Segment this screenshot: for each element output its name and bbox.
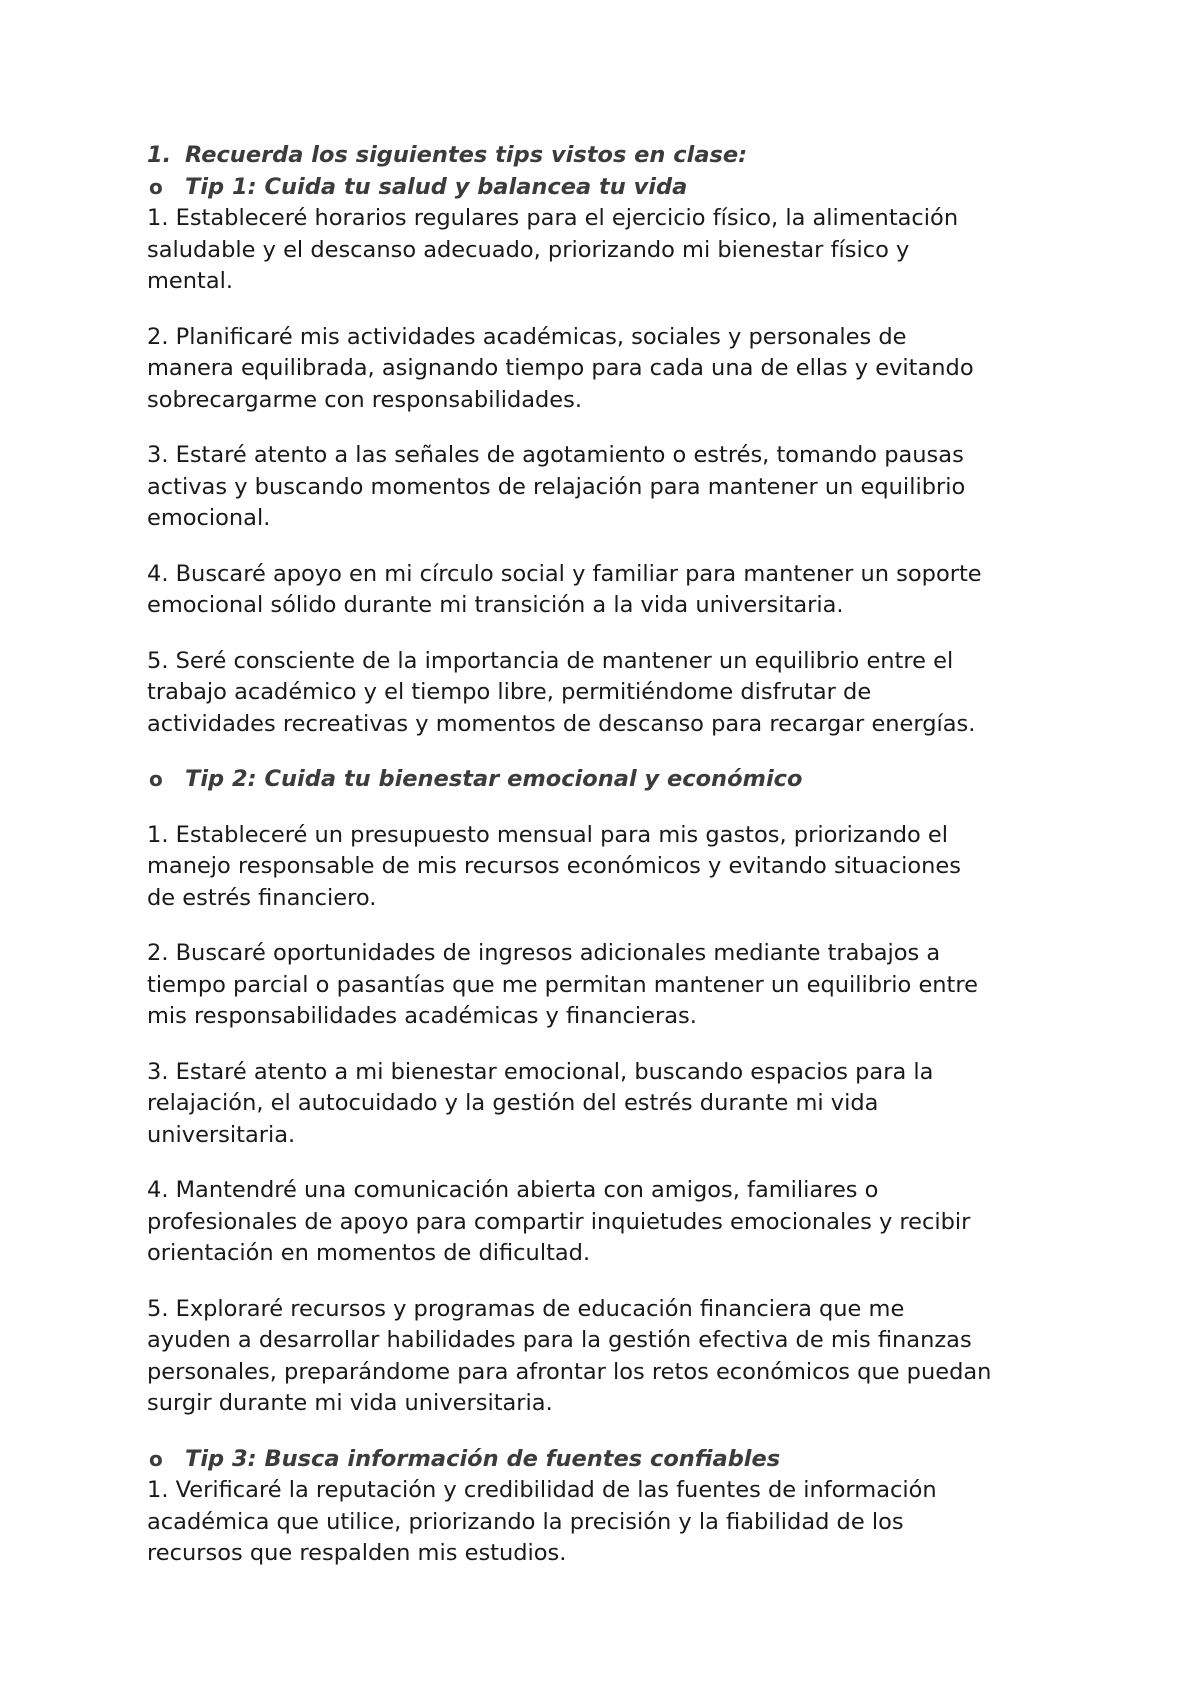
tip-2-item-1: 1. Estableceré un presupuesto mensual para mis gastos, priorizando el manejo responsable de mis recursos económicos y evitando situaciones de estrés financiero. [147, 821, 961, 911]
tip-2-item-2: 2. Buscaré oportunidades de ingresos adicionales mediante trabajos a tiempo parcial o pasantías que me permitan mantener un equilibrio entre mis responsabilidades académicas y financieras. [147, 940, 978, 1029]
tip-2-title [147, 764, 1087, 796]
tip-title-text: Tip 3: Busca información de fuentes confiables [185, 1445, 781, 1472]
tip-title-text: Tip 2: Cuida tu bienestar emocional y económico [185, 766, 803, 792]
tip-3-item-1: 1. Verificaré la reputación y credibilidad de las fuentes de información académica que utilice, priorizando la precisión y la fiabilidad de los recursos que respalden mis estudios. [147, 1477, 937, 1566]
document-page [147, 140, 1087, 1570]
heading-number: 1. [147, 142, 172, 168]
tip-2-item-4: 4. Mantendré una comunicación abierta con amigos, familiares o profesionales de apoyo para compartir inquietudes emocionales y recibir orientación en momentos de dificultad. [147, 1177, 971, 1266]
tip-1-item-5: 5. Seré consciente de la importancia de mantener un equilibrio entre el trabajo académico y el tiempo libre, permitiéndome disfrutar de actividades recreativas y momentos de descanso para recargar energías. [147, 647, 976, 737]
tip-1-item-1: 1. Estableceré horarios regulares para el ejercicio físico, la alimentación saludable y el descanso adecuado, priorizando mi bienestar físico y mental. [147, 205, 959, 294]
tip-1-item-3: 3. Estaré atento a las señales de agotamiento o estrés, tomando pausas activas y buscando momentos de relajación para mantener un equilibrio emocional. [147, 442, 966, 531]
heading-text: Recuerda los siguientes tips vistos en clase: [185, 142, 748, 168]
tip-2-item-5: 5. Exploraré recursos y programas de educación financiera que me ayuden a desarrollar habilidades para la gestión efectiva de mis finanzas personales, preparándome para afrontar los retos económicos que puedan surgir durante mi vida universitaria. [147, 1295, 992, 1416]
hollow-bullet-icon: o [149, 1446, 163, 1471]
tip-1-item-4: 4. Buscaré apoyo en mi círculo social y familiar para mantener un soporte emocional sólido durante mi transición a la vida universitaria. [147, 560, 982, 618]
tip-3-title [147, 1444, 1087, 1476]
tip-1-item-2: 2. Planificaré mis actividades académicas, sociales y personales de manera equilibrada, asignando tiempo para cada una de ellas y evitando sobrecargarme con responsabilidades. [147, 323, 974, 413]
hollow-bullet-icon: o [149, 767, 163, 791]
main-heading [147, 140, 1087, 172]
tip-2-item-3: 3. Estaré atento a mi bienestar emocional, buscando espacios para la relajación, el autocuidado y la gestión del estrés durante mi vida universitaria. [147, 1058, 934, 1148]
tip-1-title [147, 172, 1087, 204]
hollow-bullet-icon: o [149, 174, 163, 199]
tip-title-text: Tip 1: Cuida tu salud y balancea tu vida [185, 173, 688, 200]
